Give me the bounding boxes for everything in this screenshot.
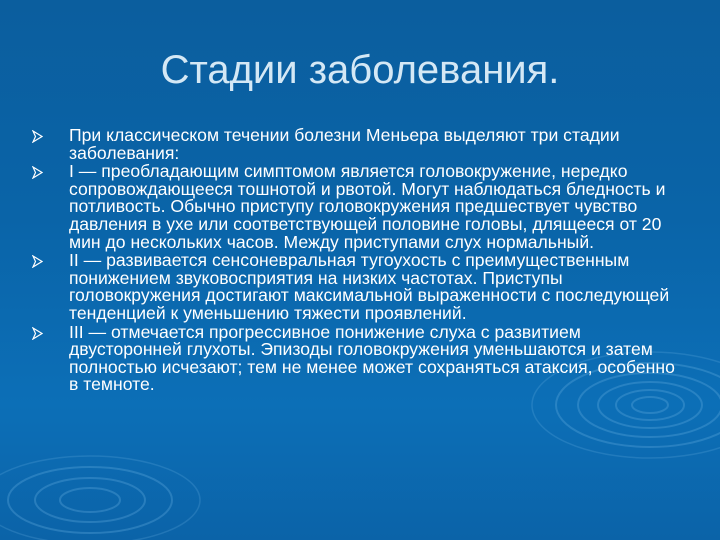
bullet-text: II — развивается сенсоневральная тугоухость с преимущественным понижением звуковосприятия на низких частотах. Приступы головокружения достигают максимальной выраженности с последующей тенденцией к уменьшению тяжести проявлений. (69, 250, 670, 323)
arrowhead-bullet-icon (32, 327, 43, 340)
bullet-item (50, 163, 680, 251)
arrowhead-bullet-icon (32, 166, 43, 179)
arrowhead-bullet-icon (32, 255, 43, 268)
bullet-item (50, 321, 680, 395)
arrowhead-bullet-icon (32, 130, 43, 143)
slide-title: Стадии заболевания. (160, 48, 560, 92)
bullet-item (50, 127, 680, 162)
bullet-text: I — преобладающим симптомом является головокружение, нередко сопровождающееся тошнотой и рвотой. Могут наблюдаться бледность и потливость. Обычно приступу головокружения предшествует чувство давления в ухе или соответствующей половине головы, длящееся от 20 мин до нескольких часов. Между приступами слух нормальный. (69, 161, 666, 252)
bullet-text: III — отмечается прогрессивное понижение слуха с развитием двусторонней глухоты. Эпизоды головокружения уменьшаются и затем полностью исчезают; тем не менее может сохраняться атаксия, особенно в темноте. (69, 321, 675, 395)
bullet-text: При классическом течении болезни Меньера выделяют три стадии заболевания: (69, 125, 620, 163)
bullet-list (50, 127, 680, 395)
bullet-item (50, 252, 680, 322)
